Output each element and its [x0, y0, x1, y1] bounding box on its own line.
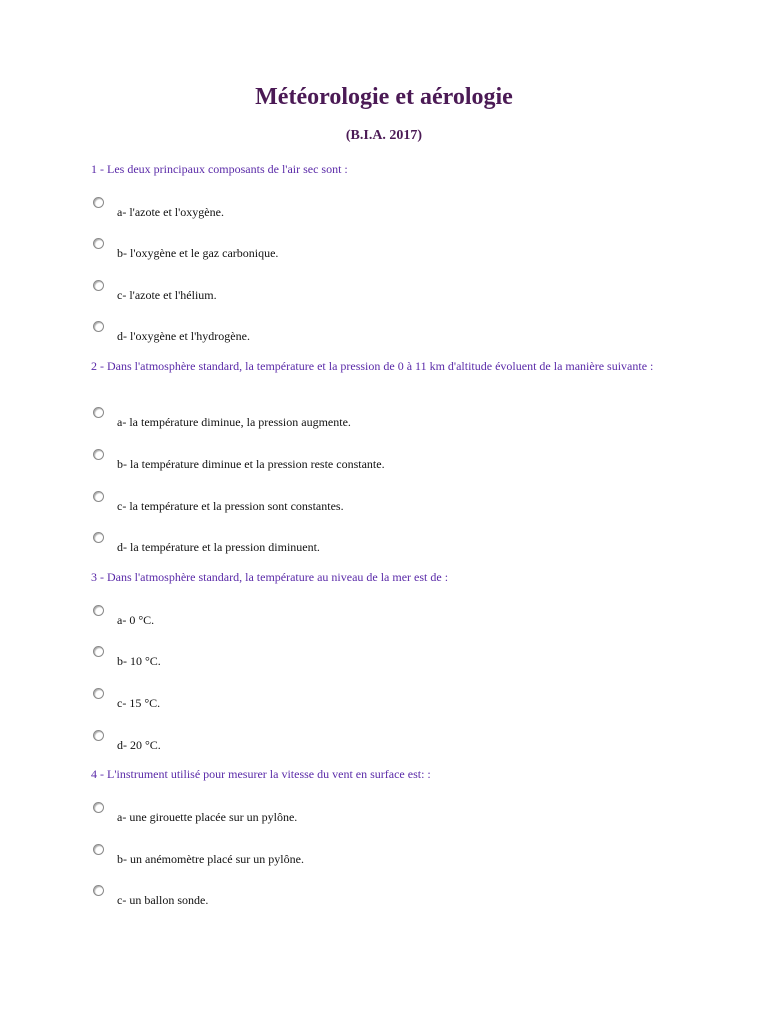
question-1-option-a[interactable] [93, 197, 693, 221]
radio-button-icon[interactable] [93, 449, 104, 460]
option-label: b- un anémomètre placé sur un pylône. [117, 852, 304, 866]
option-label: a- l'azote et l'oxygène. [117, 205, 224, 219]
question-1-option-d[interactable] [93, 321, 693, 345]
question-4-option-c[interactable] [93, 885, 693, 909]
radio-button-icon[interactable] [93, 532, 104, 543]
question-3-option-a[interactable] [93, 605, 693, 629]
option-label: c- la température et la pression sont constantes. [117, 499, 344, 513]
option-label: d- la température et la pression diminuent. [117, 540, 320, 554]
option-label: d- 20 °C. [117, 738, 161, 752]
question-4-option-b[interactable] [93, 844, 693, 868]
question-2-option-d[interactable] [93, 532, 693, 556]
question-2-option-c[interactable] [93, 491, 693, 515]
question-4-text: 4 - L'instrument utilisé pour mesurer la vitesse du vent en surface est: : [91, 767, 431, 781]
radio-button-icon[interactable] [93, 730, 104, 741]
radio-button-icon[interactable] [93, 688, 104, 699]
radio-button-icon[interactable] [93, 197, 104, 208]
radio-button-icon[interactable] [93, 238, 104, 249]
question-1-text: 1 - Les deux principaux composants de l'air sec sont : [91, 162, 348, 176]
option-label: c- un ballon sonde. [117, 893, 209, 907]
radio-button-icon[interactable] [93, 407, 104, 418]
option-label: b- l'oxygène et le gaz carbonique. [117, 246, 279, 260]
option-label: b- 10 °C. [117, 654, 161, 668]
question-3-text: 3 - Dans l'atmosphère standard, la température au niveau de la mer est de : [91, 570, 449, 584]
radio-button-icon[interactable] [93, 646, 104, 657]
question-2-text: 2 - Dans l'atmosphère standard, la température et la pression de 0 à 11 km d'altitude évoluent de la manière suivante : [91, 359, 654, 373]
question-3-option-d[interactable] [93, 730, 693, 754]
option-label: d- l'oxygène et l'hydrogène. [117, 329, 250, 343]
radio-button-icon[interactable] [93, 321, 104, 332]
option-label: c- l'azote et l'hélium. [117, 288, 217, 302]
question-1-option-b[interactable] [93, 238, 693, 262]
question-2-option-b[interactable] [93, 449, 693, 473]
option-label: c- 15 °C. [117, 696, 161, 710]
page-title: Météorologie et aérologie [255, 84, 513, 110]
option-label: b- la température diminue et la pression reste constante. [117, 457, 385, 471]
question-3-option-c[interactable] [93, 688, 693, 712]
question-1-option-c[interactable] [93, 280, 693, 304]
radio-button-icon[interactable] [93, 605, 104, 616]
radio-button-icon[interactable] [93, 491, 104, 502]
option-label: a- 0 °C. [117, 613, 155, 627]
question-3-option-b[interactable] [93, 646, 693, 670]
option-label: a- la température diminue, la pression augmente. [117, 415, 351, 429]
question-4-option-a[interactable] [93, 802, 693, 826]
radio-button-icon[interactable] [93, 844, 104, 855]
radio-button-icon[interactable] [93, 802, 104, 813]
radio-button-icon[interactable] [93, 280, 104, 291]
option-label: a- une girouette placée sur un pylône. [117, 810, 298, 824]
page-subtitle: (B.I.A. 2017) [345, 128, 423, 143]
radio-button-icon[interactable] [93, 885, 104, 896]
question-2-option-a[interactable] [93, 407, 693, 431]
